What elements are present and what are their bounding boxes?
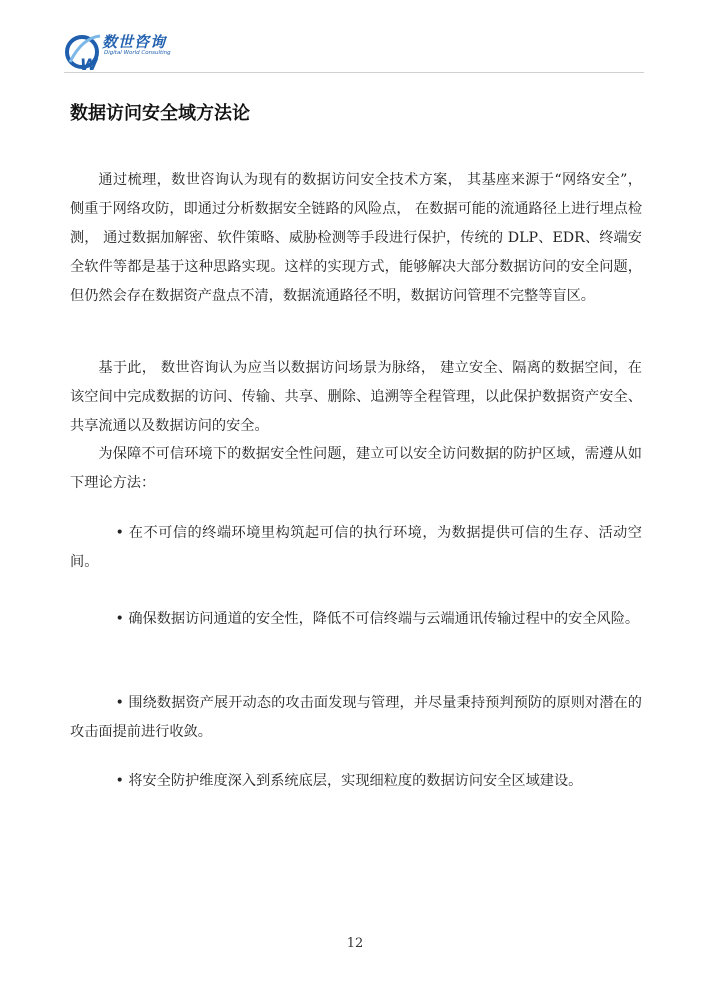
svg-text:W: W <box>80 55 98 72</box>
logo-english-text: Digital World Consulting <box>104 50 171 56</box>
company-logo <box>64 28 184 72</box>
page-number: 12 <box>346 936 364 951</box>
logo-mark-icon <box>64 28 104 72</box>
paragraph-1: 通过梳理，数世咨询认为现有的数据访问安全技术方案， 其基座来源于“网络安全”，侧重于网络攻防，即通过分析数据安全链路的风险点， 在数据可能的流通路径上进行埋点检测， 通过数据加解密、软件策略、威胁检测等手段进行保护，传统的 DLP、EDR、终端安全软件等都是基于这种思路实现。这样的实现方式，能够解决大部分数据访问的安全问题，但仍然会存在数据资产盘点不清，数据流通路径不明，数据访问管理不完整等盲区。 <box>70 172 643 304</box>
bullet-item-4: • 将安全防护维度深入到系统底层，实现细粒度的数据访问安全区域建设。 <box>115 773 583 789</box>
bullet-item-3: • 围绕数据资产展开动态的攻击面发现与管理，并尽量秉持预判预防的原则对潜在的攻击面提前进行收敛。 <box>70 695 642 740</box>
logo-chinese-text: 数世咨询 <box>102 33 167 51</box>
bullet-item-2: • 确保数据访问通道的安全性，降低不可信终端与云端通讯传输过程中的安全风险。 <box>115 611 640 627</box>
header-divider <box>64 72 644 73</box>
bullet-item-1: • 在不可信的终端环境里构筑起可信的执行环境，为数据提供可信的生存、活动空间。 <box>70 525 642 570</box>
page-header <box>64 28 644 72</box>
paragraph-3: 为保障不可信环境下的数据安全性问题，建立可以安全访问数据的防护区域，需遵从如下理论方法： <box>70 446 642 491</box>
paragraph-2: 基于此， 数世咨询认为应当以数据访问场景为脉络， 建立安全、隔离的数据空间，在该空间中完成数据的访问、传输、共享、删除、追溯等全程管理，以此保护数据资产安全、共享流通以及数据访问的安全。 <box>70 360 642 434</box>
section-title: 数据访问安全域方法论 <box>70 103 250 124</box>
